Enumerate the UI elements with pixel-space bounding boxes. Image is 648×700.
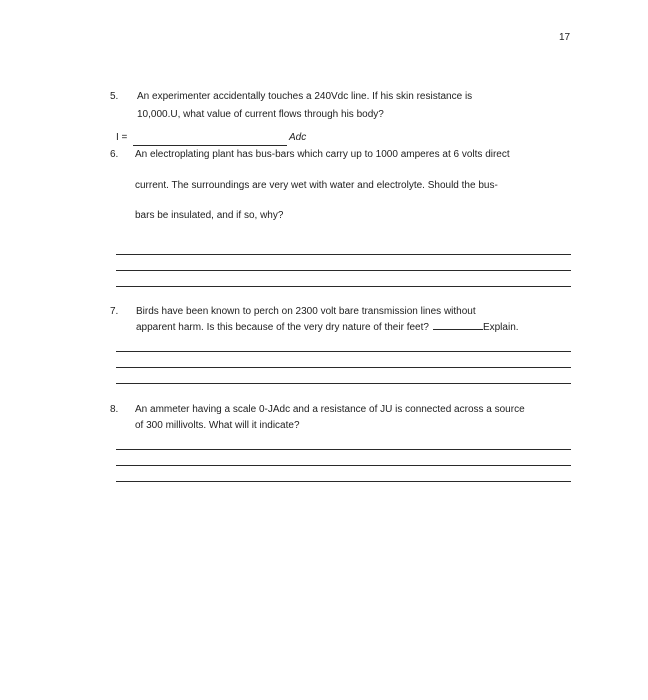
- q8-number: 8.: [110, 404, 119, 415]
- q7-answer-line-1[interactable]: [116, 351, 571, 352]
- q8-text-line1: An ammeter having a scale 0-JAdc and a resistance of JU is connected across a source: [135, 404, 525, 415]
- q5-number: 5.: [110, 91, 119, 102]
- q8-answer-line-1[interactable]: [116, 449, 571, 450]
- q6-number: 6.: [110, 149, 119, 160]
- q6-answer-line-2[interactable]: [116, 270, 571, 271]
- q6-text-line3: bars be insulated, and if so, why?: [135, 210, 284, 221]
- q7-answer-line-3[interactable]: [116, 383, 571, 384]
- q6-text-line2: current. The surroundings are very wet with water and electrolyte. Should the bus-: [135, 180, 498, 191]
- q7-text-line2-main: apparent harm. Is this because of the very dry nature of their feet?: [136, 322, 429, 333]
- q6-text-line1: An electroplating plant has bus-bars which carry up to 1000 amperes at 6 volts direct: [135, 149, 510, 160]
- q5-answer-unit: Adc: [289, 132, 307, 143]
- q5-answer-blank[interactable]: [133, 145, 287, 146]
- q6-answer-line-3[interactable]: [116, 286, 571, 287]
- q7-number: 7.: [110, 306, 119, 317]
- q7-inline-blank[interactable]: [433, 329, 483, 330]
- q8-text-line2: of 300 millivolts. What will it indicate?: [135, 420, 300, 431]
- q8-answer-line-2[interactable]: [116, 465, 571, 466]
- q7-explain-label: Explain.: [482, 322, 519, 333]
- page-number: 17: [559, 32, 571, 43]
- q5-text-line1: An experimenter accidentally touches a 240Vdc line. If his skin resistance is: [137, 91, 473, 102]
- q7-answer-line-2[interactable]: [116, 367, 571, 368]
- q5-text-line2: 10,000.U, what value of current flows through his body?: [137, 109, 384, 120]
- q7-text-line1: Birds have been known to perch on 2300 volt bare transmission lines without: [136, 306, 476, 317]
- q8-answer-line-3[interactable]: [116, 481, 571, 482]
- q6-answer-line-1[interactable]: [116, 254, 571, 255]
- q7-text-line2: [136, 322, 519, 333]
- q5-answer-prefix: I =: [116, 132, 128, 143]
